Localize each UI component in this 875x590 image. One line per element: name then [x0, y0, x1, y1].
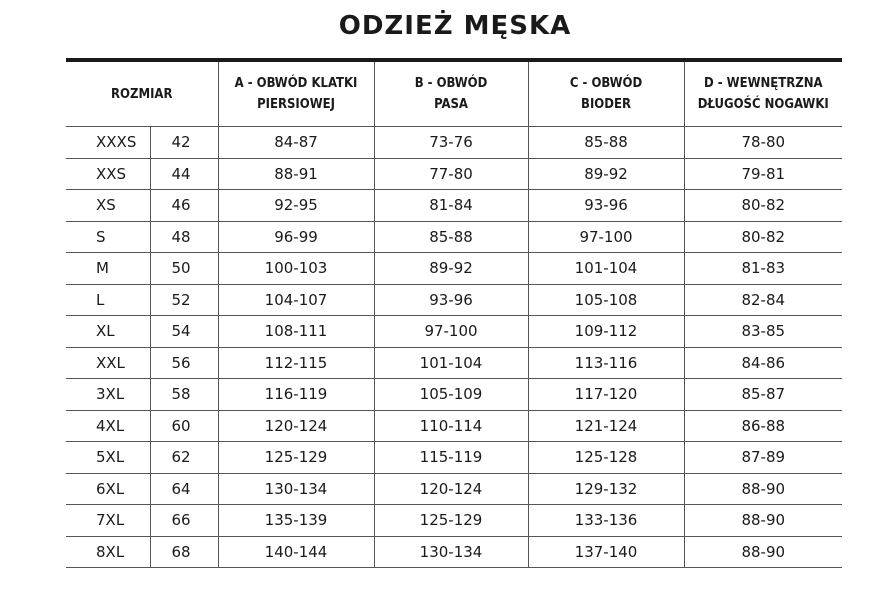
- cell-size: XXXS: [66, 127, 150, 159]
- cell-chest: 130-134: [218, 473, 374, 505]
- cell-waist: 120-124: [374, 473, 528, 505]
- cell-chest: 100-103: [218, 253, 374, 285]
- size-chart-table: [66, 62, 842, 568]
- table-row: [66, 221, 842, 253]
- header-waist-line-1: B - OBWÓD: [414, 76, 488, 91]
- page-title: ODZIEŻ MĘSKA: [338, 11, 572, 41]
- table-body: [66, 127, 842, 568]
- table-row: [66, 316, 842, 348]
- table-header-row: [66, 62, 842, 127]
- cell-waist: 97-100: [374, 316, 528, 348]
- cell-inseam: 84-86: [684, 347, 842, 379]
- cell-hips: 97-100: [528, 221, 684, 253]
- cell-size: XXS: [66, 158, 150, 190]
- cell-hips: 121-124: [528, 410, 684, 442]
- cell-eu-size: 64: [150, 473, 218, 505]
- cell-waist: 93-96: [374, 284, 528, 316]
- cell-size: 8XL: [66, 536, 150, 568]
- header-chest-line-1: A - OBWÓD KLATKI: [234, 76, 358, 91]
- header-inseam-line-1: D - WEWNĘTRZNA: [703, 76, 823, 91]
- cell-size: L: [66, 284, 150, 316]
- cell-inseam: 88-90: [684, 505, 842, 537]
- cell-chest: 84-87: [218, 127, 374, 159]
- header-hips: [528, 62, 684, 127]
- cell-hips: 117-120: [528, 379, 684, 411]
- cell-chest: 104-107: [218, 284, 374, 316]
- table-row: [66, 127, 842, 159]
- cell-inseam: 81-83: [684, 253, 842, 285]
- cell-hips: 89-92: [528, 158, 684, 190]
- header-hips-line-2: BIODER: [581, 97, 631, 112]
- cell-eu-size: 48: [150, 221, 218, 253]
- cell-inseam: 83-85: [684, 316, 842, 348]
- table-row: [66, 158, 842, 190]
- cell-hips: 137-140: [528, 536, 684, 568]
- cell-chest: 116-119: [218, 379, 374, 411]
- cell-size: 7XL: [66, 505, 150, 537]
- cell-chest: 135-139: [218, 505, 374, 537]
- cell-inseam: 80-82: [684, 190, 842, 222]
- cell-waist: 81-84: [374, 190, 528, 222]
- cell-eu-size: 60: [150, 410, 218, 442]
- table-row: [66, 442, 842, 474]
- cell-hips: 85-88: [528, 127, 684, 159]
- cell-inseam: 80-82: [684, 221, 842, 253]
- cell-waist: 115-119: [374, 442, 528, 474]
- cell-eu-size: 66: [150, 505, 218, 537]
- cell-chest: 92-95: [218, 190, 374, 222]
- cell-eu-size: 46: [150, 190, 218, 222]
- cell-size: XXL: [66, 347, 150, 379]
- cell-size: XL: [66, 316, 150, 348]
- header-inseam-line-2: DŁUGOŚĆ NOGAWKI: [697, 97, 829, 112]
- cell-inseam: 85-87: [684, 379, 842, 411]
- cell-inseam: 78-80: [684, 127, 842, 159]
- cell-chest: 96-99: [218, 221, 374, 253]
- cell-chest: 88-91: [218, 158, 374, 190]
- cell-size: 6XL: [66, 473, 150, 505]
- cell-inseam: 88-90: [684, 473, 842, 505]
- header-waist: [374, 62, 528, 127]
- cell-chest: 108-111: [218, 316, 374, 348]
- cell-size: 3XL: [66, 379, 150, 411]
- header-chest-line-2: PIERSIOWEJ: [257, 97, 335, 112]
- cell-hips: 133-136: [528, 505, 684, 537]
- cell-inseam: 86-88: [684, 410, 842, 442]
- cell-eu-size: 62: [150, 442, 218, 474]
- table-row: [66, 253, 842, 285]
- cell-eu-size: 58: [150, 379, 218, 411]
- cell-waist: 101-104: [374, 347, 528, 379]
- cell-eu-size: 42: [150, 127, 218, 159]
- table-row: [66, 347, 842, 379]
- cell-hips: 125-128: [528, 442, 684, 474]
- cell-waist: 85-88: [374, 221, 528, 253]
- cell-eu-size: 44: [150, 158, 218, 190]
- header-hips-line-1: C - OBWÓD: [569, 76, 643, 91]
- cell-chest: 140-144: [218, 536, 374, 568]
- cell-waist: 89-92: [374, 253, 528, 285]
- cell-size: 5XL: [66, 442, 150, 474]
- cell-chest: 112-115: [218, 347, 374, 379]
- table-row: [66, 190, 842, 222]
- table-row: [66, 536, 842, 568]
- cell-chest: 120-124: [218, 410, 374, 442]
- cell-waist: 125-129: [374, 505, 528, 537]
- cell-waist: 77-80: [374, 158, 528, 190]
- header-inseam: [684, 62, 842, 127]
- cell-eu-size: 52: [150, 284, 218, 316]
- cell-hips: 93-96: [528, 190, 684, 222]
- table-row: [66, 473, 842, 505]
- header-chest: [218, 62, 374, 127]
- cell-inseam: 88-90: [684, 536, 842, 568]
- header-waist-line-2: PASA: [434, 97, 468, 112]
- cell-inseam: 87-89: [684, 442, 842, 474]
- cell-size: 4XL: [66, 410, 150, 442]
- cell-eu-size: 56: [150, 347, 218, 379]
- table-row: [66, 505, 842, 537]
- table-row: [66, 284, 842, 316]
- cell-waist: 73-76: [374, 127, 528, 159]
- cell-eu-size: 54: [150, 316, 218, 348]
- table-row: [66, 379, 842, 411]
- cell-waist: 110-114: [374, 410, 528, 442]
- table-row: [66, 410, 842, 442]
- cell-inseam: 82-84: [684, 284, 842, 316]
- cell-hips: 129-132: [528, 473, 684, 505]
- cell-hips: 105-108: [528, 284, 684, 316]
- cell-size: M: [66, 253, 150, 285]
- cell-waist: 130-134: [374, 536, 528, 568]
- cell-inseam: 79-81: [684, 158, 842, 190]
- cell-size: XS: [66, 190, 150, 222]
- cell-size: S: [66, 221, 150, 253]
- cell-waist: 105-109: [374, 379, 528, 411]
- header-rozmiar: [66, 62, 218, 127]
- cell-hips: 113-116: [528, 347, 684, 379]
- header-rozmiar-label: ROZMIAR: [111, 86, 173, 102]
- cell-eu-size: 50: [150, 253, 218, 285]
- cell-hips: 109-112: [528, 316, 684, 348]
- cell-eu-size: 68: [150, 536, 218, 568]
- cell-hips: 101-104: [528, 253, 684, 285]
- cell-chest: 125-129: [218, 442, 374, 474]
